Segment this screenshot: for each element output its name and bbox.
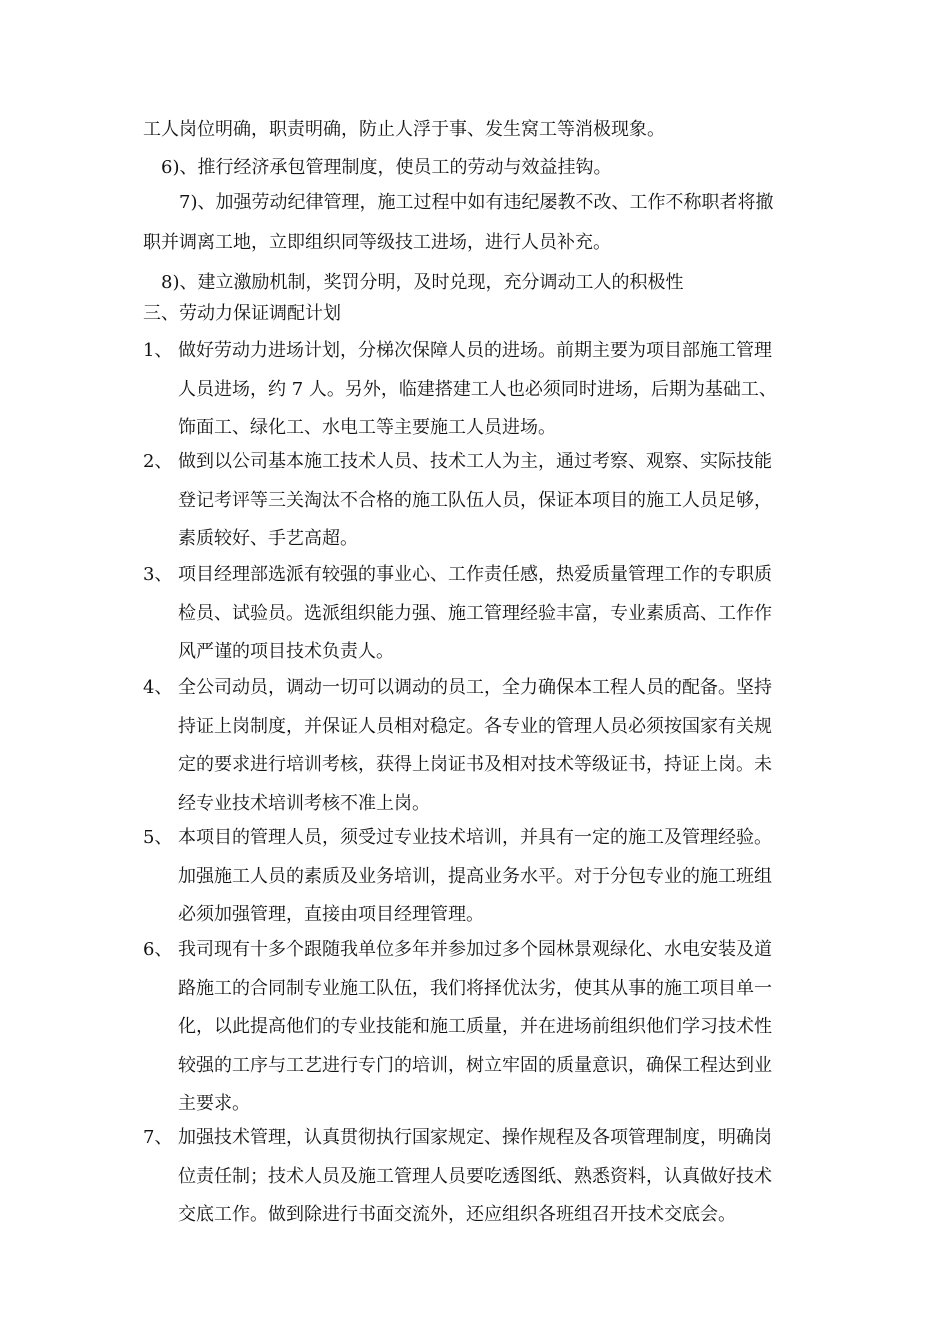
list-item-number: 1、 <box>143 340 173 361</box>
section-heading: 三、劳动力保证调配计划 <box>143 303 341 324</box>
list-item <box>143 1126 808 1235</box>
list-item-number: 2、 <box>143 451 173 472</box>
list-item-line: 加强施工人员的素质及业务培训，提高业务水平。对于分包专业的施工班组 <box>178 865 772 887</box>
list-item-line: 必须加强管理，直接由项目经理管理。 <box>178 904 484 925</box>
paragraph-line: 7)、加强劳动纪律管理，施工过程中如有违纪屡教不改、工作不称职者将撤 <box>179 192 774 213</box>
list-item <box>143 938 808 1124</box>
paragraph-line: 8)、建立激励机制，奖罚分明，及时兑现，充分调动工人的积极性 <box>161 272 684 293</box>
list-item-line: 人员进场，约 7 人。另外，临建搭建工人也必须同时进场，后期为基础工、 <box>178 378 777 400</box>
paragraph-line: 6)、推行经济承包管理制度，使员工的劳动与效益挂钩。 <box>161 157 612 178</box>
list-item-text <box>178 1119 808 1235</box>
list-item-number: 3、 <box>143 564 173 585</box>
list-item-line: 全公司动员，调动一切可以调动的员工，全力确保本工程人员的配备。坚持 <box>178 677 772 698</box>
list-item-line: 本项目的管理人员，须受过专业技术培训，并具有一定的施工及管理经验。 <box>178 827 772 848</box>
list-item-line: 经专业技术培训考核不准上岗。 <box>178 792 430 814</box>
list-item-line: 素质较好、手艺高超。 <box>178 528 358 549</box>
list-item-line: 风严谨的项目技术负责人。 <box>178 641 394 662</box>
list-item-line: 较强的工序与工艺进行专门的培训，树立牢固的质量意识，确保工程达到业 <box>178 1054 772 1076</box>
list-item-text <box>178 443 808 559</box>
list-item-line: 路施工的合同制专业施工队伍，我们将择优汰劣，使其从事的施工项目单一 <box>178 977 772 999</box>
list-item-number: 7、 <box>143 1127 173 1148</box>
list-item-line: 检员、试验员。选派组织能力强、施工管理经验丰富，专业素质高、工作作 <box>178 602 772 624</box>
list-item-line: 主要求。 <box>178 1093 250 1114</box>
list-item-line: 项目经理部选派有较强的事业心、工作责任感，热爱质量管理工作的专职质 <box>178 564 772 585</box>
list-item-line: 位责任制；技术人员及施工管理人员要吃透图纸、熟悉资料，认真做好技术 <box>178 1165 772 1187</box>
list-item <box>143 563 808 672</box>
list-item <box>143 450 808 559</box>
list-item-text <box>178 332 808 448</box>
list-item-line: 做到以公司基本施工技术人员、技术工人为主，通过考察、观察、实际技能 <box>178 451 772 472</box>
list-item-line: 我司现有十多个跟随我单位多年并参加过多个园林景观绿化、水电安装及道 <box>178 939 772 960</box>
list-item-text <box>178 819 808 935</box>
list-item-text <box>178 931 808 1124</box>
list-item-line: 化，以此提高他们的专业技能和施工质量，并在进场前组织他们学习技术性 <box>178 1016 772 1037</box>
list-item-line: 交底工作。做到除进行书面交流外，还应组织各班组召开技术交底会。 <box>178 1204 736 1225</box>
paragraph-line: 职并调离工地，立即组织同等级技工进场，进行人员补充。 <box>143 232 611 253</box>
list-item-line: 做好劳动力进场计划，分梯次保障人员的进场。前期主要为项目部施工管理 <box>178 340 772 361</box>
list-item <box>143 826 808 935</box>
list-item-number: 4、 <box>143 677 173 698</box>
list-item <box>143 676 808 823</box>
paragraph-line: 工人岗位明确，职责明确，防止人浮于事、发生窝工等消极现象。 <box>143 119 665 140</box>
list-item-line: 定的要求进行培训考核，获得上岗证书及相对技术等级证书，持证上岗。未 <box>178 754 772 775</box>
list-item-line: 登记考评等三关淘汰不合格的施工队伍人员，保证本项目的施工人员足够， <box>178 489 772 511</box>
list-item-number: 5、 <box>143 827 173 848</box>
list-item-line: 饰面工、绿化工、水电工等主要施工人员进场。 <box>178 417 556 438</box>
list-item-text <box>178 556 808 672</box>
list-item-line: 持证上岗制度，并保证人员相对稳定。各专业的管理人员必须按国家有关规 <box>178 715 772 737</box>
list-item-text <box>178 669 808 823</box>
list-item-number: 6、 <box>143 939 173 960</box>
list-item-line: 加强技术管理，认真贯彻执行国家规定、操作规程及各项管理制度，明确岗 <box>178 1127 772 1148</box>
list-item <box>143 339 808 448</box>
